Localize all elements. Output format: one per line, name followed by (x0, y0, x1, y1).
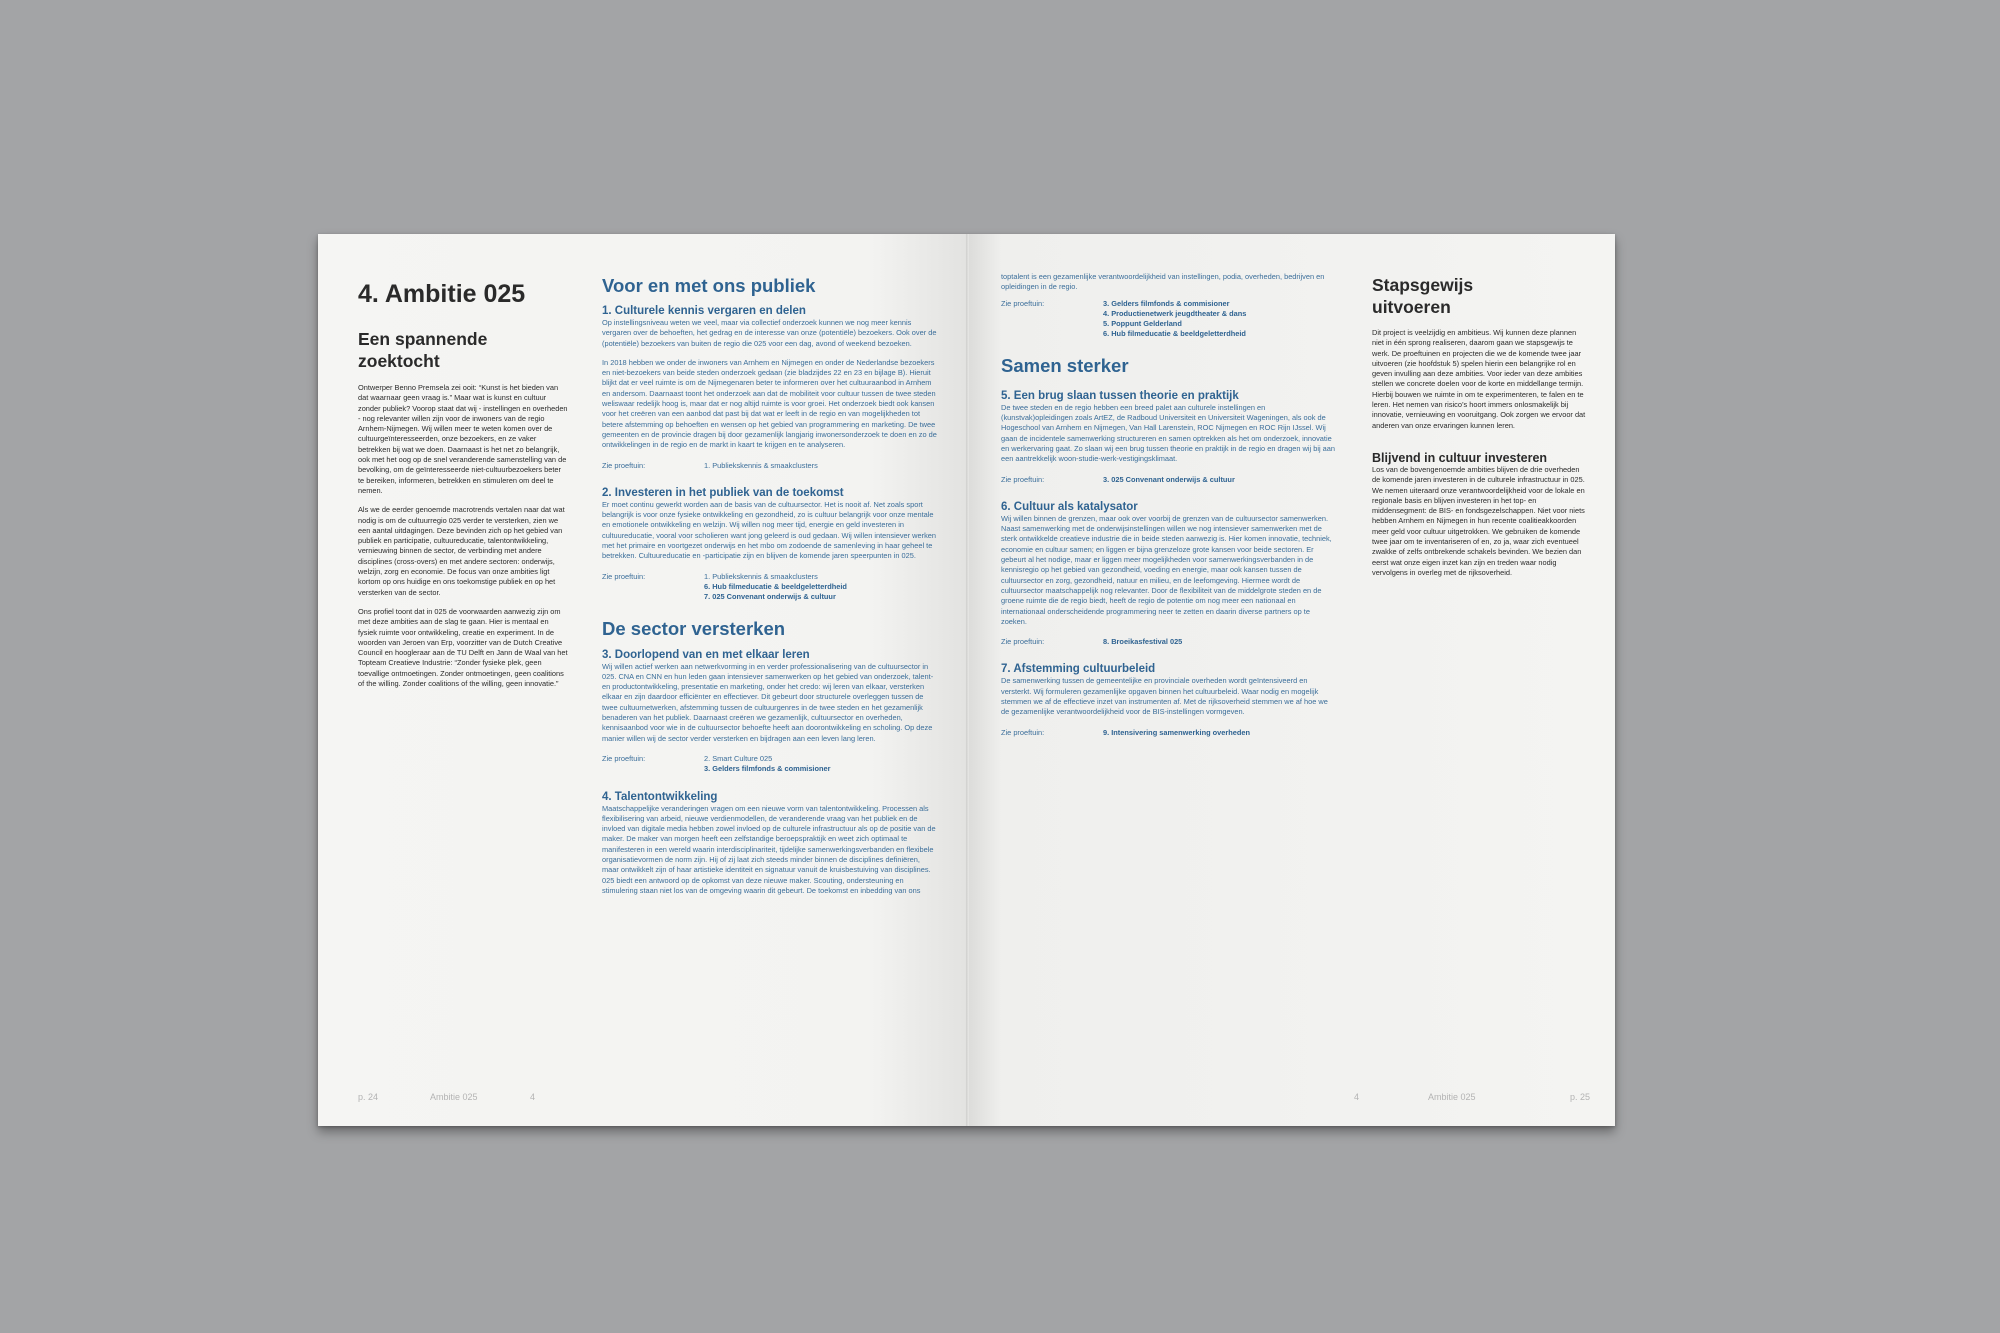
zie-label: Zie proeftuin: (1001, 727, 1045, 737)
intro-paragraph: Ontwerper Benno Premsela zei ooit: “Kunst is het bieden van dat waarnaar geen vraag is.” Maar wat is kunst en cultuur zonder publiek? Voorop staat dat wij - instellingen en overheden - nog relevanter willen zijn voor de inwoners van de regio Arnhem-Nijmegen. Wij willen meer te weten komen over de cultuurgeïnteresseerden, onze bezoekers, en ze vaker betrekken bij wat we doen. Daarnaast is het net zo belangrijk, ook met het oog op de snel veranderende samenstelling van de bevolking, om de geïnteresseerde niet-cultuurbezoekers beter te bereiken, informeren, betrekken en stimuleren om deel te nemen. (358, 383, 568, 495)
main-column-right (1001, 272, 1337, 738)
running-title: Ambitie 025 (430, 1092, 478, 1102)
zie-label: Zie proeftuin: (602, 753, 646, 763)
intro-heading: Een spannende zoektocht (358, 329, 488, 371)
item-text: Wij willen actief werken aan netwerkvorming in en verder professionalisering van de cultuursector in 025. CNA en CNN en hun leden gaan intensiever samenwerken op het gebied van onderzoek, talent- en productontwikkeling, presentatie en marketing, onder het credo: wij leren van elkaar, versterken elkaar en zijn daardoor efficiënter en effectiever. Dit gebeurt door structurele overleggen tussen de twee cultuurnetwerken, afstemming tussen de cultuurgenres in de twee steden en het gezamenlijk benaderen van het publiek. Daarnaast creëren we gezamenlijk, cultuursector en overheden, kennisaanbod voor wie in de cultuursector behoefte heeft aan doorontwikkeling en scholing. Op deze manier willen wij de sector verder versterken en bijdragen aan een leven lang leren. (602, 661, 934, 743)
item-title: 1. Culturele kennis vergaren en delen (602, 305, 806, 317)
chapter-title: 4. Ambitie 025 (358, 280, 526, 308)
intro-column (358, 280, 568, 689)
item-text: Maatschappelijke veranderingen vragen om een nieuwe vorm van talentontwikkeling. Processen als flexibilisering van arbeid, nieuwe verdienmodellen, de veranderende vraag van het publiek en de invloed van digitale media hebben zowel invloed op de culturele infrastructuur als op de positie van de maker. De maker van morgen heeft een zelfstandige beroepspraktijk en weet zich optimaal te manifesteren in een wereld waarin interdisciplinariteit, tijdelijke samenwerkingsverbanden en flexibele organisatievormen de norm zijn. Hij of zij laat zich steeds minder binnen de disciplines definiëren, maar ontwikkelt zijn of haar artistieke identiteit en signatuur vanuit de kruisbestuiving van disciplines. 025 biedt een antwoord op de opkomst van deze nieuwe maker. Scouting, ondersteuning en stimulering staan niet los van de omgeving waarin dit gebeurt. De toekomst en inbedding van ons (602, 803, 936, 895)
item-text: Er moet continu gewerkt worden aan de basis van de cultuursector. Het is nooit af. Net zoals sport belangrijk is voor onze fysieke ontwikkeling en gezondheid, zo is cultuur belangrijk voor onze mentale en emotionele ontwikkeling en welzijn. Wij willen nog meer tijd, energie en geld investeren in cultuureducatie, vooral voor scholieren want jong geleerd is oud gedaan. Wij willen intensiever werken met het primaire en voortgezet onderwijs en het mbo om zodoende de samenleving in haar geheel te betrekken. Cultuureducatie en -participatie zijn en blijven de komende jaren speerpunten in 025. (602, 499, 936, 561)
item-text: Wij willen binnen de grenzen, maar ook over voorbij de grenzen van de cultuursector samenwerken. Naast samenwerking met de onderwijsinstellingen willen we nog intensiever samenwerken met de sterk ontwikkelde creatieve industrie die in beide steden aanwezig is. Hier komen innovatie, techniek, economie en cultuur samen; en liggen er bijna grenzeloze grote kansen voor beide sectoren. Er gebeurt al het nodige, maar er liggen meer mogelijkheden voor samenwerkingsverbanden in de kennisregio op het gebied van gezondheid, voeding en energie, maar ook kansen tussen de cultuursector en zorg, gezondheid, natuur en milieu, en de leefomgeving. Hiermee wordt de cultuursector maatschappelijk nog relevanter. Door de flexibiliteit van de middelgrote steden en de groene ruimte die de regio biedt, heeft de regio de potentie om nog meer een nationaal en internationaal onderscheidende programmering neer te zetten en daarin diverse partners op te zoeken. (1001, 513, 1332, 626)
zie-label: Zie proeftuin: (1001, 474, 1045, 484)
zie-label: Zie proeftuin: (1001, 298, 1045, 308)
proeftuin-reference (1001, 299, 1337, 340)
zie-label: Zie proeftuin: (1001, 637, 1045, 647)
proeftuin-reference (602, 572, 938, 603)
section-heading: Voor en met ons publiek (602, 275, 816, 296)
page-number: p. 24 (358, 1092, 379, 1102)
proeftuin-reference (1001, 637, 1337, 647)
right-page (969, 234, 1615, 1126)
proeftuin-reference (1001, 475, 1337, 485)
item-title: 6. Cultuur als katalysator (1001, 500, 1138, 513)
proeftuin-link[interactable]: 6. Hub filmeducatie & beeldgeletterdheid (704, 581, 847, 591)
section-heading: De sector versterken (602, 617, 786, 639)
proeftuin-link[interactable]: 7. 025 Convenant onderwijs & cultuur (704, 592, 836, 602)
proeftuin-reference (602, 754, 938, 775)
proeftuin-link[interactable]: 3. 025 Convenant onderwijs & cultuur (1103, 474, 1235, 484)
item-text: De twee steden en de regio hebben een breed palet aan culturele instellingen en (kunstvak)opleidingen zoals ArtEZ, de Radboud Universiteit en Universiteit Wageningen, als ook de Hogeschool van Arnhem en Nijmegen, Van Hall Larenstein, ROC Nijmegen en ROC Rijn IJssel. Wij gaan de incidentele samenwerking structureren en samen optrekken als het om onderzoek, innovatie en werkervaring gaat. Zo slaan wij een brug tussen theorie en praktijk in de regio en dragen wij bij aan een aantrekkelijk woon-studie-werk-vestigingsklimaat. (1001, 402, 1336, 464)
proeftuin-reference (602, 461, 938, 471)
side-text: Dit project is veelzijdig en ambitieus. Wij kunnen deze plannen niet in één sprong realiseren, daarom gaan we stapsgewijs te werk. De proeftuinen en projecten die we de komende twee jaar uitvoeren (zie hoofdstuk 5) spelen hierin een belangrijke rol en geven invulling aan deze ambities. Voor ieder van deze ambities stellen we concrete doelen voor de korte en middellange termijn. Hierbij bouwen we ruimte in om te experimenteren, te falen en te leren. Het nemen van risico’s hoort immers onlosmakelijk bij innovatie, vernieuwing en vooruitgang. Ook zorgen we ervoor dat anderen van onze ervaringen kunnen leren. (1372, 328, 1586, 430)
zie-label: Zie proeftuin: (602, 460, 646, 470)
item-text: toptalent is een gezamenlijke verantwoordelijkheid van instellingen, podia, overheden, bedrijven en opleidingen in de regio. (1001, 272, 1325, 292)
proeftuin-link[interactable]: 9. Intensivering samenwerking overheden (1103, 727, 1251, 737)
running-title: Ambitie 025 (1428, 1092, 1476, 1102)
proeftuin-link[interactable]: 1. Publiekskennis & smaakclusters (704, 571, 818, 581)
side-heading: Stapsgewijs uitvoeren (1372, 275, 1474, 317)
proeftuin-link[interactable]: 5. Poppunt Gelderland (1103, 319, 1182, 329)
main-column-left (602, 274, 938, 896)
proeftuin-link[interactable]: 3. Gelders filmfonds & commisioner (704, 764, 831, 774)
proeftuin-link[interactable]: 4. Productienetwerk jeugdtheater & dans (1103, 308, 1247, 318)
section-heading: Samen sterker (1001, 354, 1129, 376)
item-text: De samenwerking tussen de gemeentelijke en provinciale overheden wordt geïntensiveerd en versterkt. Wij formuleren gezamenlijke opgaven binnen het cultuurbeleid. Waar nodig en mogelijk stemmen we af de effectieve inzet van instrumenten af. Met de rijksoverheid stemmen we af hoe we de gezamenlijke verantwoordelijkheid voor de BIS-instellingen vormgeven. (1001, 676, 1328, 717)
item-title: 4. Talentontwikkeling (602, 790, 718, 803)
page-number: p. 25 (1570, 1092, 1591, 1102)
proeftuin-link[interactable]: 3. Gelders filmfonds & commisioner (1103, 298, 1230, 308)
proeftuin-link[interactable]: 2. Smart Culture 025 (704, 753, 773, 763)
open-booklet (318, 234, 1615, 1126)
item-title: 3. Doorlopend van en met elkaar leren (602, 648, 810, 661)
side-column (1372, 274, 1586, 578)
item-title: 2. Investeren in het publiek van de toekomst (602, 486, 844, 499)
proeftuin-reference (1001, 728, 1337, 738)
item-title: 5. Een brug slaan tussen theorie en praktijk (1001, 389, 1239, 402)
zie-label: Zie proeftuin: (602, 571, 646, 581)
left-page (318, 234, 969, 1126)
side-heading: Blijvend in cultuur investeren (1372, 450, 1548, 465)
side-text: Los van de bovengenoemde ambities blijven de drie overheden de komende jaren investeren in de culturele infrastructuur in 025. We nemen uiteraard onze verantwoordelijkheid voor de lokale en regionale basis en blijven investeren in het top- en middensegment: de BIS- en fondsgezelschappen. Niet voor niets hebben Arnhem en Nijmegen in hun recente coalitieakkoorden meer geld voor cultuur uitgetrokken. We gebruiken de komende twee jaar om te inventariseren of en, zo ja, waar zich eventueel zwakke of zelfs ontbrekende schakels bevinden. We bezien dan eerst wat onze eigen inzet kan zijn en treden waar nodig vervolgens in overleg met de rijksoverheid. (1372, 464, 1585, 577)
intro-paragraph: Als we de eerder genoemde macrotrends vertalen naar dat wat nodig is om de cultuurregio 025 verder te versterken, zien we een aantal uitdagingen. Deze bevinden zich op het gebied van publiek en participatie, cultuureducatie, talentontwikkeling, vernieuwing binnen de sector, de verbinding met andere disciplines (cross-overs) en met andere sectoren: onderwijs, welzijn, zorg en economie. De focus van onze ambities ligt kortom op ons huidige en ons toekomstige publiek en op het versterken van de sector. (358, 505, 565, 597)
item-text: In 2018 hebben we onder de inwoners van Arnhem en Nijmegen en onder de Nederlandse bezoekers en niet-bezoekers van beide steden onderzoek gedaan (zie bladzijdes 22 en 23 en bijlage B). Hieruit blijkt dat er veel ruimte is om de Nijmegenaren beter te informeren over het cultuuraanbod in Arnhem en andersom. Daarnaast toont het onderzoek aan dat de mobiliteit voor cultuur tussen de twee steden weliswaar redelijk hoog is, maar dat er nog altijd ruimte is voor groei. Het onderzoek biedt ook kansen voor het creëren van een aanbod dat past bij dat wat er leeft in de regio en van mogelijkheden tot betere afstemming op behoeften en wensen op het gebied van programmering en marketing. De twee gemeenten en de provincie dragen bij door gezamenlijk langjarig inwonersonderzoek te doen en zo de ontwikkelingen in de regio en de markt in kaart te krijgen en te analyseren. (602, 357, 937, 450)
chapter-number: 4 (530, 1092, 536, 1102)
proeftuin-link[interactable]: 1. Publiekskennis & smaakclusters (704, 460, 818, 470)
intro-body (358, 383, 568, 689)
item-title: 7. Afstemming cultuurbeleid (1001, 663, 1156, 676)
item-text: Op instellingsniveau weten we veel, maar via collectief onderzoek kunnen we nog meer kennis vergaren over de behoeften, het gedrag en de interesse van onze (potentiële) bezoekers. Ook over de (potentiële) bezoekers van buiten de regio die 025 voor een dag, avond of weekend bezoeken. (602, 318, 937, 348)
proeftuin-link[interactable]: 8. Broeikasfestival 025 (1103, 637, 1183, 647)
proeftuin-link[interactable]: 6. Hub filmeducatie & beeldgeletterdheid (1103, 329, 1246, 339)
intro-paragraph: Ons profiel toont dat in 025 de voorwaarden aanwezig zijn om met deze ambities aan de slag te gaan. Hier is mentaal en fysiek ruimte voor ontwikkeling, creatie en experiment. In de woorden van Jeroen van Erp, voorzitter van de Dutch Creative Council en hoogleraar aan de TU Delft en Jann de Waal van het Topteam Creatieve Industrie: “Zonder fysieke plek, geen toevallige ontmoetingen. Zonder ontmoetingen, geen coalitions of the willing. Zonder coalitions of the willing, geen innovatie.” (358, 606, 568, 689)
chapter-number: 4 (1354, 1092, 1360, 1102)
